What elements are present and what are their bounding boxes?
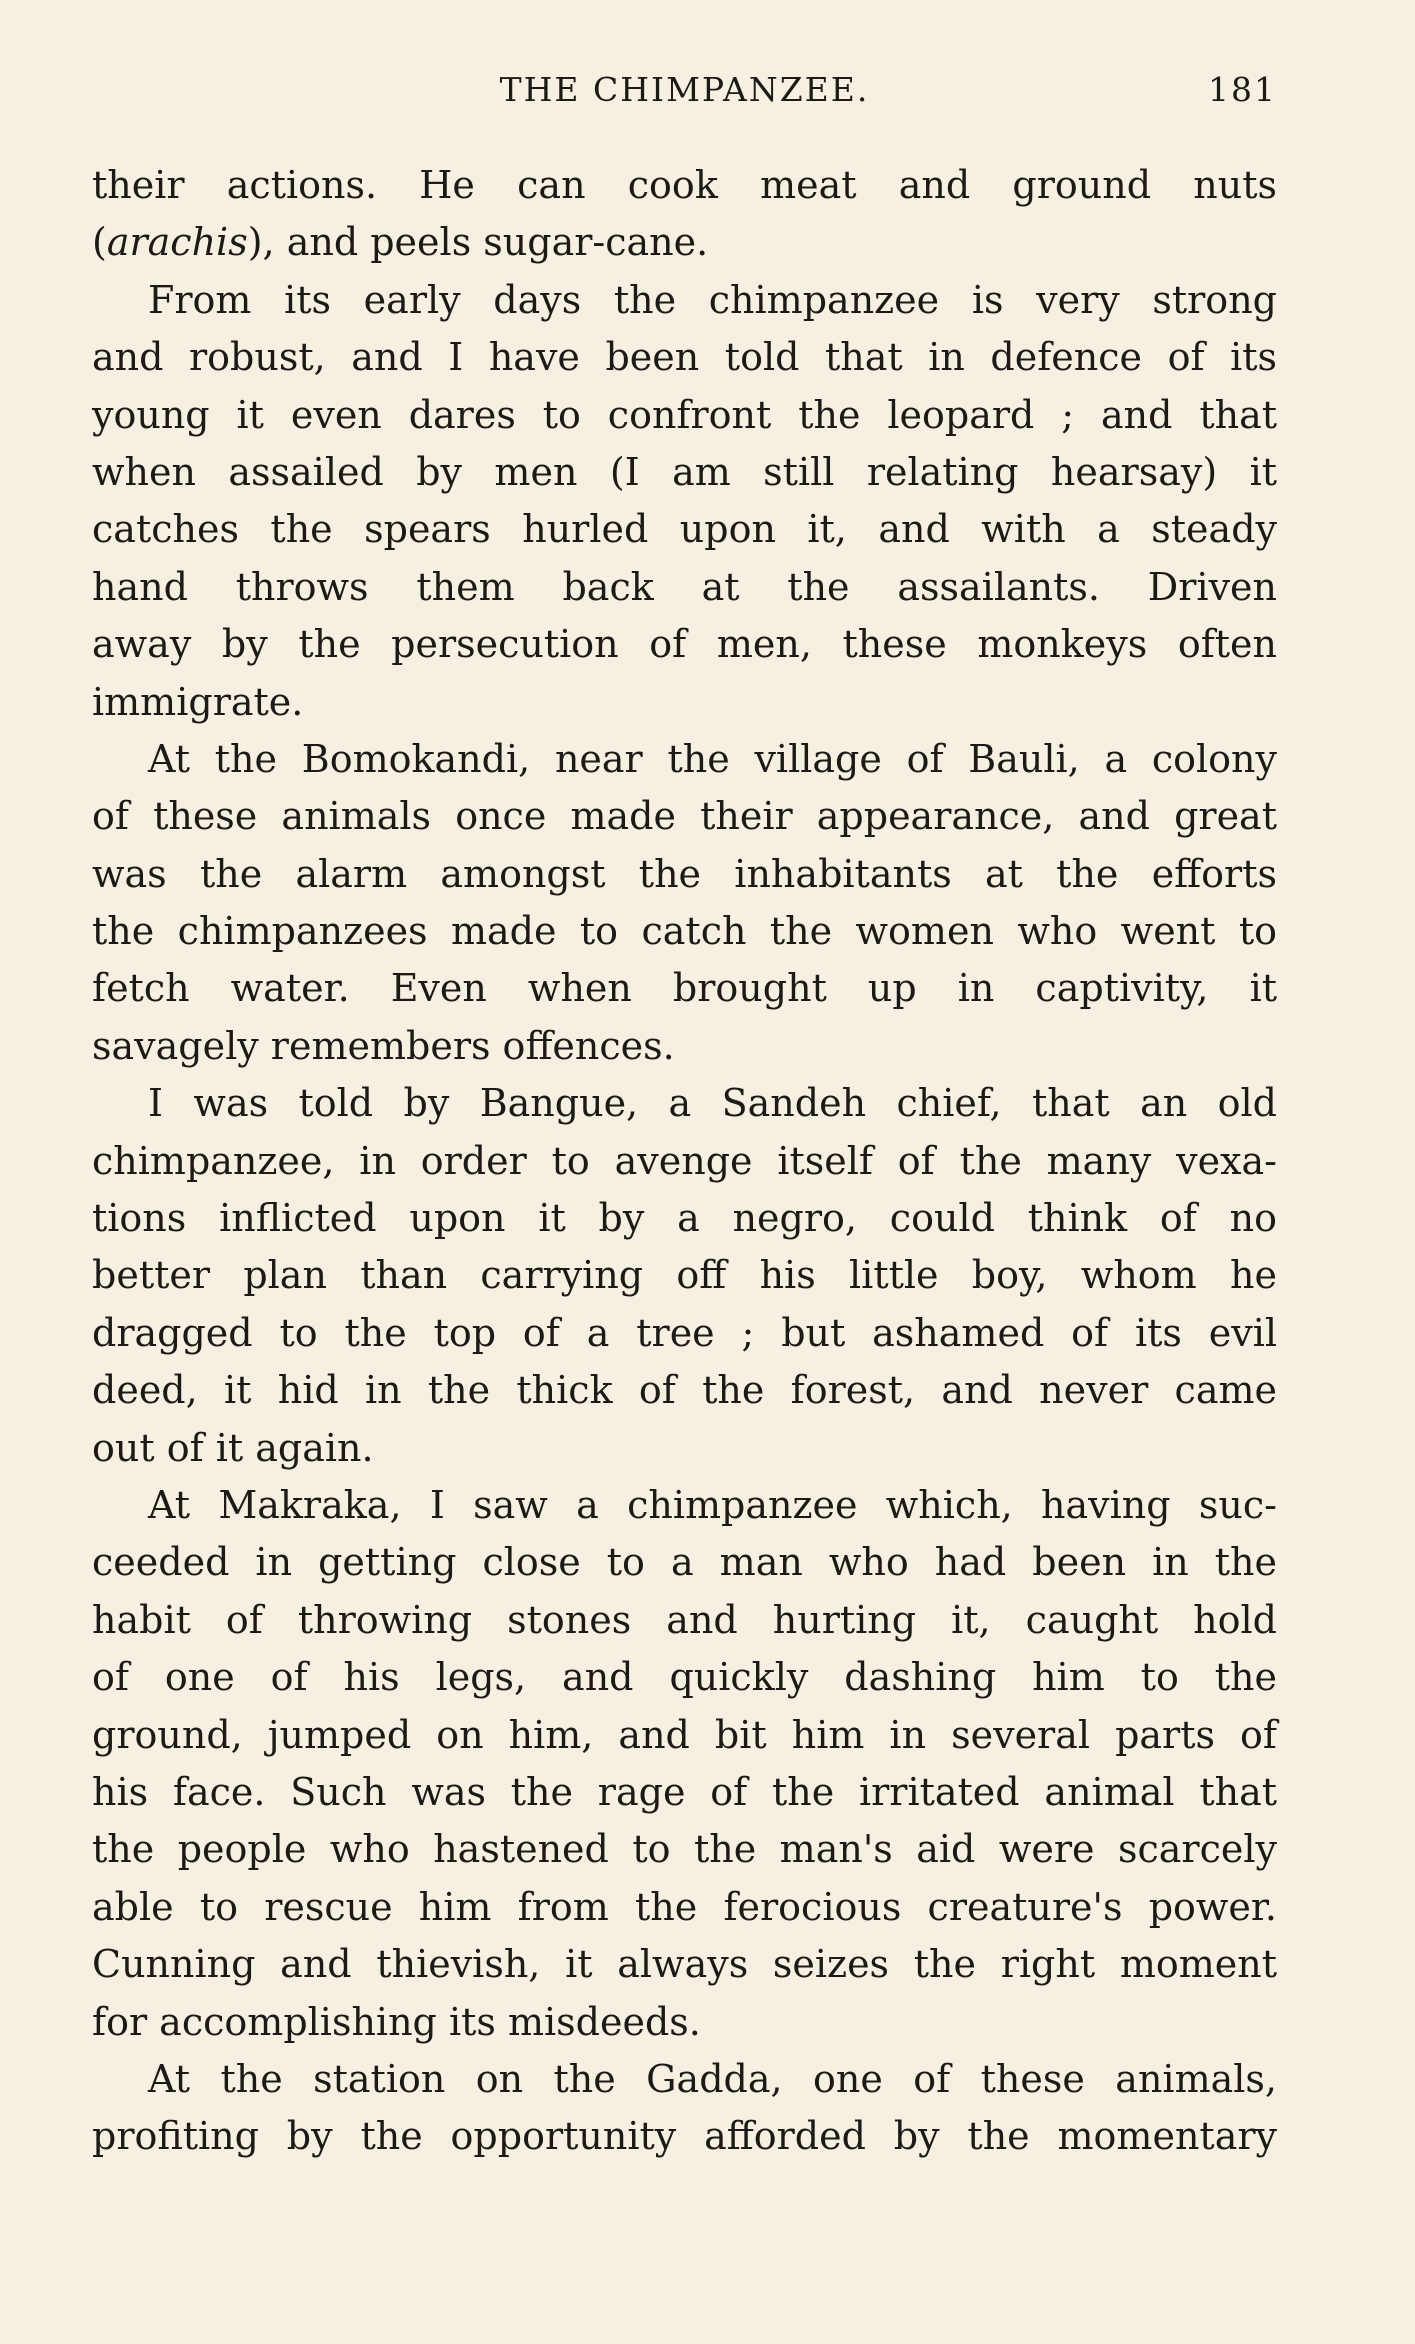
- text-line: of these animals once made their appearance, and great: [92, 794, 1277, 839]
- text-line: when assailed by men (I am still relating hearsay) it: [92, 449, 1277, 494]
- paragraph-first-line: I was told by Bangue, a Sandeh chief, that an old: [148, 1081, 1277, 1126]
- text-line: away by the persecution of men, these monkeys often: [92, 622, 1277, 667]
- italic-term: arachis: [106, 220, 248, 265]
- paragraph-first-line: At the Bomokandi, near the village of Bauli, a colony: [148, 736, 1277, 781]
- paragraph-first-line: From its early days the chimpanzee is very strong: [148, 277, 1277, 322]
- text-line: (arachis), and peels sugar-cane.: [92, 220, 709, 265]
- text-line: immigrate.: [92, 679, 304, 724]
- text-line: ceeded in getting close to a man who had been in the: [92, 1540, 1277, 1585]
- text-line: for accomplishing its misdeeds.: [92, 1999, 701, 2044]
- text-line: tions inflicted upon it by a negro, could think of no: [92, 1196, 1277, 1241]
- text-line: of one of his legs, and quickly dashing him to the: [92, 1655, 1277, 1700]
- text-line: profiting by the opportunity afforded by the momentary: [92, 2114, 1277, 2159]
- text-line: catches the spears hurled upon it, and with a steady: [92, 507, 1277, 552]
- text-line: young it even dares to confront the leopard ; and that: [92, 392, 1277, 437]
- running-head: [92, 70, 1277, 114]
- text-line: his face. Such was the rage of the irritated animal that: [92, 1769, 1277, 1814]
- paragraph-first-line: At the station on the Gadda, one of these animals,: [148, 2056, 1277, 2101]
- text-line: better plan than carrying off his little boy, whom he: [92, 1253, 1277, 1298]
- text-line: their actions. He can cook meat and ground nuts: [92, 163, 1277, 207]
- text-line: ground, jumped on him, and bit him in several parts of: [92, 1712, 1277, 1757]
- text-line: fetch water. Even when brought up in captivity, it: [92, 966, 1277, 1011]
- text-line: chimpanzee, in order to avenge itself of the many vexa-: [92, 1138, 1277, 1183]
- text-line: was the alarm amongst the inhabitants at the efforts: [92, 851, 1277, 896]
- text-line: the people who hastened to the man's aid were scarcely: [92, 1827, 1277, 1872]
- text-line: hand throws them back at the assailants. Driven: [92, 564, 1277, 609]
- text-line: dragged to the top of a tree ; but ashamed of its evil: [92, 1310, 1277, 1355]
- text-line: savagely remembers offences.: [92, 1023, 675, 1068]
- paragraph-first-line: At Makraka, I saw a chimpanzee which, having suc-: [148, 1482, 1277, 1527]
- text-line: and robust, and I have been told that in defence of its: [92, 335, 1277, 380]
- text-line: able to rescue him from the ferocious creature's power.: [92, 1884, 1277, 1929]
- body-text: [92, 157, 1277, 2166]
- text-line: habit of throwing stones and hurting it, caught hold: [92, 1597, 1277, 1642]
- text-line: deed, it hid in the thick of the forest, and never came: [92, 1368, 1277, 1413]
- page-number: 181: [1208, 70, 1277, 109]
- text-line: the chimpanzees made to catch the women who went to: [92, 909, 1277, 954]
- running-title: THE CHIMPANZEE.: [499, 70, 870, 109]
- text-line: Cunning and thievish, it always seizes the right moment: [92, 1942, 1277, 1987]
- text-line: out of it again.: [92, 1425, 374, 1470]
